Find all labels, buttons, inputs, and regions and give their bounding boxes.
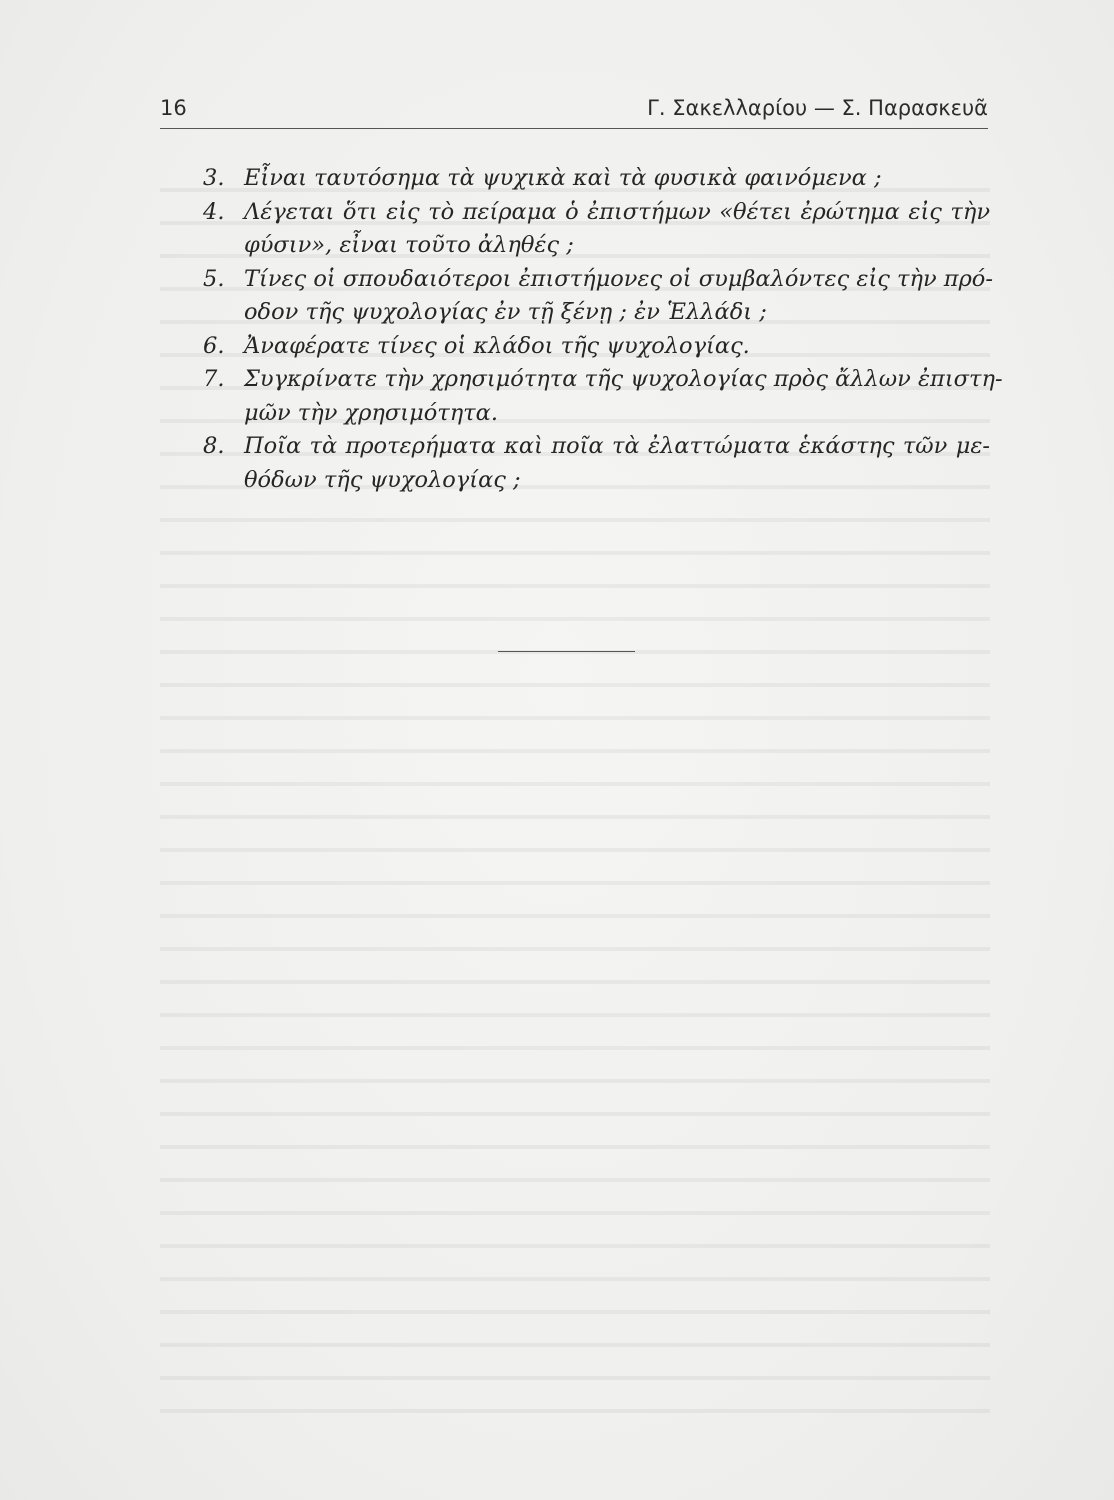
question-number: 4.	[203, 198, 225, 225]
running-head: Γ. Σακελλαρίου — Σ. Παρασκευᾶ	[647, 96, 988, 120]
question-item	[160, 363, 1003, 430]
page-number: 16	[160, 96, 187, 120]
question-item	[160, 263, 993, 330]
question-line: φύσιν», εἶναι τοῦτο ἀληθές ;	[244, 232, 574, 258]
question-number: 3.	[203, 165, 225, 191]
question-line: μῶν τὴν χρησιμότητα.	[244, 399, 498, 426]
question-line: Συγκρίνατε τὴν χρησιμότητα τῆς ψυχολογίας πρὸς ἄλλων ἐπιστη-	[244, 366, 1003, 392]
question-number: 7.	[203, 366, 225, 392]
question-number: 5.	[203, 265, 225, 292]
question-number: 6.	[203, 332, 225, 359]
question-line: Λέγεται ὅτι εἰς τὸ πείραμα ὁ ἐπιστήμων «θέτει ἐρώτημα εἰς τὴν	[244, 198, 990, 225]
question-line: οδον τῆς ψυχολογίας ἐν τῇ ξένῃ ; ἐν Ἑλλάδι ;	[244, 299, 767, 325]
question-line: θόδων τῆς ψυχολογίας ;	[244, 466, 521, 493]
page-header	[160, 96, 988, 130]
question-item	[160, 196, 990, 263]
questions-list	[160, 162, 1003, 497]
question-item	[160, 430, 990, 497]
header-rule	[160, 128, 988, 129]
question-line: Ἀναφέρατε τίνες οἱ κλάδοι τῆς ψυχολογίας.	[244, 332, 750, 359]
question-item	[160, 330, 990, 364]
section-divider	[498, 651, 635, 652]
question-item	[160, 162, 990, 196]
question-line: Εἶναι ταυτόσημα τὰ ψυχικὰ καὶ τὰ φυσικὰ φαινόμενα ;	[244, 165, 882, 191]
question-line: Ποῖα τὰ προτερήματα καὶ ποῖα τὰ ἐλαττώματα ἑκάστης τῶν με-	[244, 433, 990, 459]
question-line: Τίνες οἱ σπουδαιότεροι ἐπιστήμονες οἱ συμβαλόντες εἰς τὴν πρό-	[244, 265, 993, 292]
question-number: 8.	[203, 433, 225, 459]
